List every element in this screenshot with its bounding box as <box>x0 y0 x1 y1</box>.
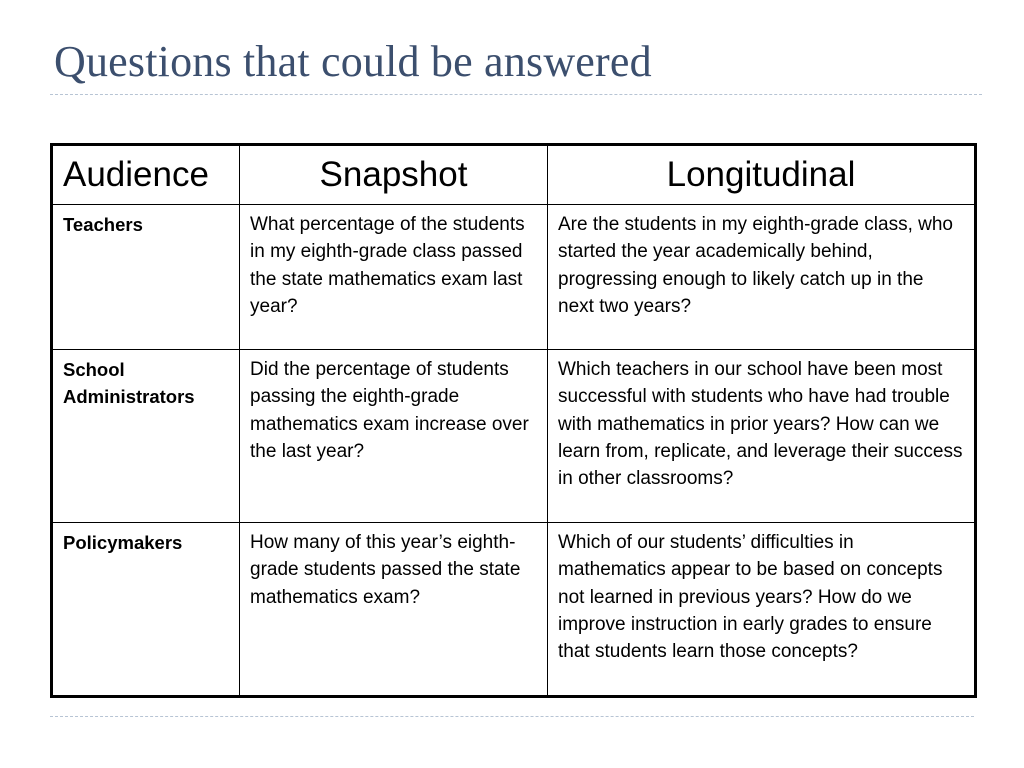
longitudinal-cell: Are the students in my eighth-grade class, who started the year academically behind, progressing enough to likely catch up in the next two years? <box>548 205 976 350</box>
table-row <box>52 350 976 523</box>
footer-divider <box>50 716 974 717</box>
slide-title: Questions that could be answered <box>54 37 652 86</box>
snapshot-cell: What percentage of the students in my eighth-grade class passed the state mathematics exam last year? <box>240 205 548 350</box>
snapshot-cell: How many of this year’s eighth-grade students passed the state mathematics exam? <box>240 523 548 697</box>
header-row <box>52 145 976 205</box>
header-audience: Audience <box>52 145 240 205</box>
header-longitudinal: Longitudinal <box>548 145 976 205</box>
title-divider <box>50 94 982 95</box>
audience-cell: Teachers <box>52 205 240 350</box>
snapshot-cell: Did the percentage of students passing the eighth-grade mathematics exam increase over the last year? <box>240 350 548 523</box>
table-row <box>52 523 976 697</box>
table-row <box>52 205 976 350</box>
audience-cell: School Administrators <box>52 350 240 523</box>
questions-table <box>50 143 977 698</box>
longitudinal-cell: Which of our students’ difficulties in mathematics appear to be based on concepts not learned in previous years? How do we improve instruction in early grades to ensure that students learn those concepts? <box>548 523 976 697</box>
longitudinal-cell: Which teachers in our school have been most successful with students who have had trouble with mathematics in prior years? How can we learn from, replicate, and leverage their success in other classrooms? <box>548 350 976 523</box>
header-snapshot: Snapshot <box>240 145 548 205</box>
audience-cell: Policymakers <box>52 523 240 697</box>
